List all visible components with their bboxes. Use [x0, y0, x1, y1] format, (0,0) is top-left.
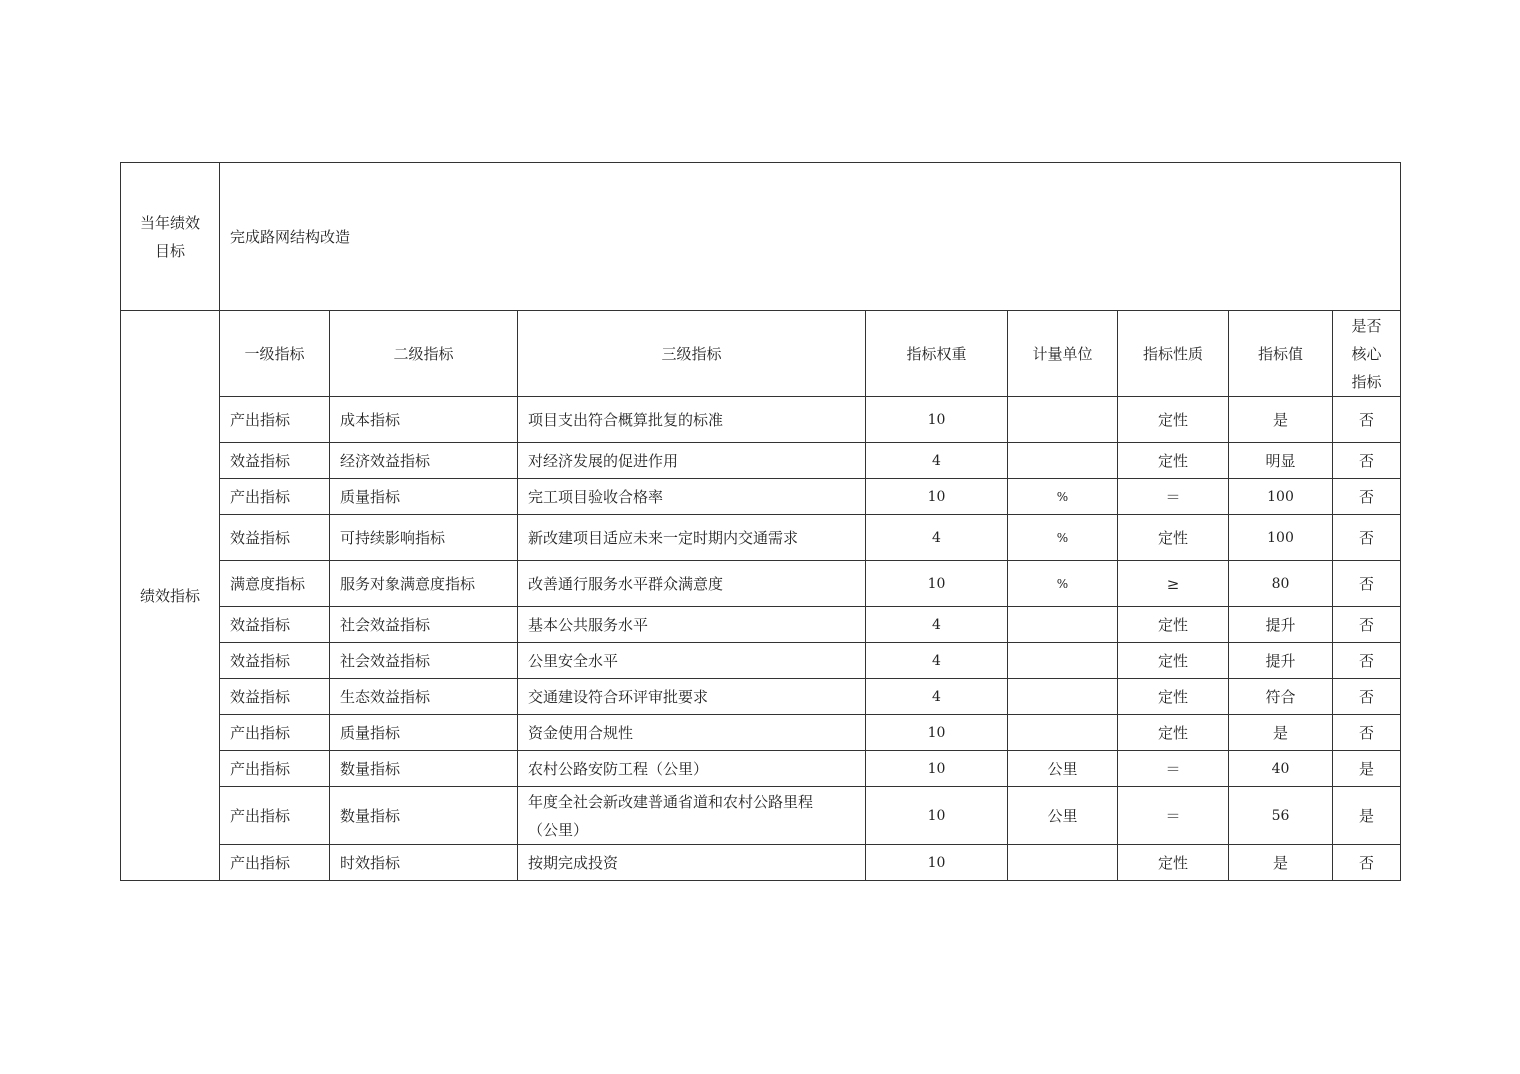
row-core: 否 [1333, 479, 1401, 515]
row-level3 [518, 845, 866, 881]
header-core-line2: 核心 [1351, 344, 1382, 363]
row-level2: 数量指标 [330, 787, 518, 845]
row-nature: ＝ [1118, 787, 1229, 845]
row-value: 提升 [1229, 643, 1333, 679]
row-unit: 公里 [1008, 787, 1118, 845]
row-level2: 数量指标 [330, 751, 518, 787]
row-weight: 4 [866, 443, 1008, 479]
row-level3-text: 对经济发展的促进作用 [528, 451, 679, 470]
row-level1: 效益指标 [220, 643, 330, 679]
row-unit [1008, 715, 1118, 751]
goal-label [121, 163, 220, 311]
row-core: 是 [1333, 787, 1401, 845]
row-core: 否 [1333, 443, 1401, 479]
row-level3 [518, 443, 866, 479]
row-level3 [518, 715, 866, 751]
table-row [121, 643, 1401, 679]
row-level3 [518, 679, 866, 715]
row-level3-text: 完工项目验收合格率 [528, 487, 664, 506]
row-core: 否 [1333, 397, 1401, 443]
row-level2: 生态效益指标 [330, 679, 518, 715]
row-level1: 效益指标 [220, 679, 330, 715]
row-level3 [518, 479, 866, 515]
row-weight: 10 [866, 561, 1008, 607]
row-nature: 定性 [1118, 679, 1229, 715]
row-nature: 定性 [1118, 643, 1229, 679]
row-level3-text: 按期完成投资 [528, 853, 619, 872]
row-value: 明显 [1229, 443, 1333, 479]
row-core: 否 [1333, 679, 1401, 715]
row-value: 是 [1229, 397, 1333, 443]
row-level3 [518, 607, 866, 643]
row-unit [1008, 443, 1118, 479]
row-level1: 产出指标 [220, 787, 330, 845]
row-level2: 成本指标 [330, 397, 518, 443]
row-level1: 产出指标 [220, 845, 330, 881]
row-nature: 定性 [1118, 515, 1229, 561]
row-level3 [518, 515, 866, 561]
row-nature: 定性 [1118, 443, 1229, 479]
row-level2: 经济效益指标 [330, 443, 518, 479]
section-label: 绩效指标 [121, 311, 220, 881]
row-core: 否 [1333, 643, 1401, 679]
row-level1: 产出指标 [220, 479, 330, 515]
row-weight: 10 [866, 397, 1008, 443]
row-weight: 4 [866, 679, 1008, 715]
table-row [121, 679, 1401, 715]
table-row [121, 515, 1401, 561]
row-nature: ＝ [1118, 751, 1229, 787]
row-level3 [518, 751, 866, 787]
goal-label-line1: 当年绩效 [139, 213, 200, 232]
row-unit: % [1008, 561, 1118, 607]
row-level1: 效益指标 [220, 515, 330, 561]
row-core: 否 [1333, 607, 1401, 643]
row-level3-text: 交通建设符合环评审批要求 [528, 687, 709, 706]
row-value: 是 [1229, 715, 1333, 751]
row-nature: ＝ [1118, 479, 1229, 515]
row-level2: 服务对象满意度指标 [330, 561, 518, 607]
header-weight: 指标权重 [866, 311, 1008, 397]
row-unit [1008, 397, 1118, 443]
row-unit: % [1008, 479, 1118, 515]
row-core: 是 [1333, 751, 1401, 787]
row-level1: 效益指标 [220, 443, 330, 479]
row-unit [1008, 679, 1118, 715]
row-unit [1008, 845, 1118, 881]
row-weight: 4 [866, 515, 1008, 561]
row-level3-text: 项目支出符合概算批复的标准 [528, 410, 724, 429]
table-row [121, 751, 1401, 787]
row-core: 否 [1333, 845, 1401, 881]
header-nature: 指标性质 [1118, 311, 1229, 397]
row-level3-text: 资金使用合规性 [528, 723, 634, 742]
row-weight: 10 [866, 479, 1008, 515]
row-level3-text: 新改建项目适应未来一定时期内交通需求 [528, 528, 799, 547]
row-core: 否 [1333, 515, 1401, 561]
row-level2: 社会效益指标 [330, 643, 518, 679]
row-value: 提升 [1229, 607, 1333, 643]
row-weight: 4 [866, 607, 1008, 643]
row-unit [1008, 643, 1118, 679]
row-level3 [518, 561, 866, 607]
row-level3 [518, 787, 866, 845]
goal-row [121, 163, 1401, 311]
row-weight: 10 [866, 715, 1008, 751]
row-weight: 4 [866, 643, 1008, 679]
row-level2: 时效指标 [330, 845, 518, 881]
row-weight: 10 [866, 787, 1008, 845]
row-weight: 10 [866, 845, 1008, 881]
row-nature: 定性 [1118, 845, 1229, 881]
table-row [121, 787, 1401, 845]
row-unit: 公里 [1008, 751, 1118, 787]
row-value: 100 [1229, 479, 1333, 515]
row-value: 40 [1229, 751, 1333, 787]
row-value: 80 [1229, 561, 1333, 607]
row-value: 是 [1229, 845, 1333, 881]
row-nature: 定性 [1118, 715, 1229, 751]
row-core: 否 [1333, 715, 1401, 751]
row-level3-text: 改善通行服务水平群众满意度 [528, 574, 724, 593]
performance-table [120, 162, 1401, 881]
row-unit: % [1008, 515, 1118, 561]
table-row [121, 443, 1401, 479]
row-level1: 满意度指标 [220, 561, 330, 607]
row-level3 [518, 397, 866, 443]
header-core-line1: 是否 [1351, 316, 1382, 335]
table-row [121, 561, 1401, 607]
header-core-line3: 指标 [1351, 372, 1382, 391]
header-level3: 三级指标 [518, 311, 866, 397]
table-row [121, 845, 1401, 881]
row-value: 100 [1229, 515, 1333, 561]
goal-text: 完成路网结构改造 [220, 163, 1401, 311]
row-level2: 质量指标 [330, 715, 518, 751]
row-value: 56 [1229, 787, 1333, 845]
row-level1: 产出指标 [220, 397, 330, 443]
row-level2: 质量指标 [330, 479, 518, 515]
row-weight: 10 [866, 751, 1008, 787]
table-row [121, 607, 1401, 643]
row-level3 [518, 643, 866, 679]
table-row [121, 479, 1401, 515]
header-row [121, 311, 1401, 397]
header-unit: 计量单位 [1008, 311, 1118, 397]
row-level1: 产出指标 [220, 715, 330, 751]
row-level3-text: 农村公路安防工程（公里） [528, 759, 709, 778]
row-core: 否 [1333, 561, 1401, 607]
row-nature: 定性 [1118, 397, 1229, 443]
row-level2: 社会效益指标 [330, 607, 518, 643]
row-nature: 定性 [1118, 607, 1229, 643]
row-level3-text: 公里安全水平 [528, 651, 619, 670]
header-core [1333, 311, 1401, 397]
header-level2: 二级指标 [330, 311, 518, 397]
goal-label-line2: 目标 [154, 241, 185, 260]
table-row [121, 715, 1401, 751]
row-value: 符合 [1229, 679, 1333, 715]
row-level3-text: 基本公共服务水平 [528, 615, 649, 634]
row-level3-text-cont: （公里） [528, 820, 589, 839]
header-value: 指标值 [1229, 311, 1333, 397]
row-level1: 效益指标 [220, 607, 330, 643]
row-unit [1008, 607, 1118, 643]
row-level2: 可持续影响指标 [330, 515, 518, 561]
row-level3-text: 年度全社会新改建普通省道和农村公路里程 [528, 792, 814, 811]
row-nature: ≥ [1118, 561, 1229, 607]
header-level1: 一级指标 [220, 311, 330, 397]
row-level1: 产出指标 [220, 751, 330, 787]
table-row [121, 397, 1401, 443]
